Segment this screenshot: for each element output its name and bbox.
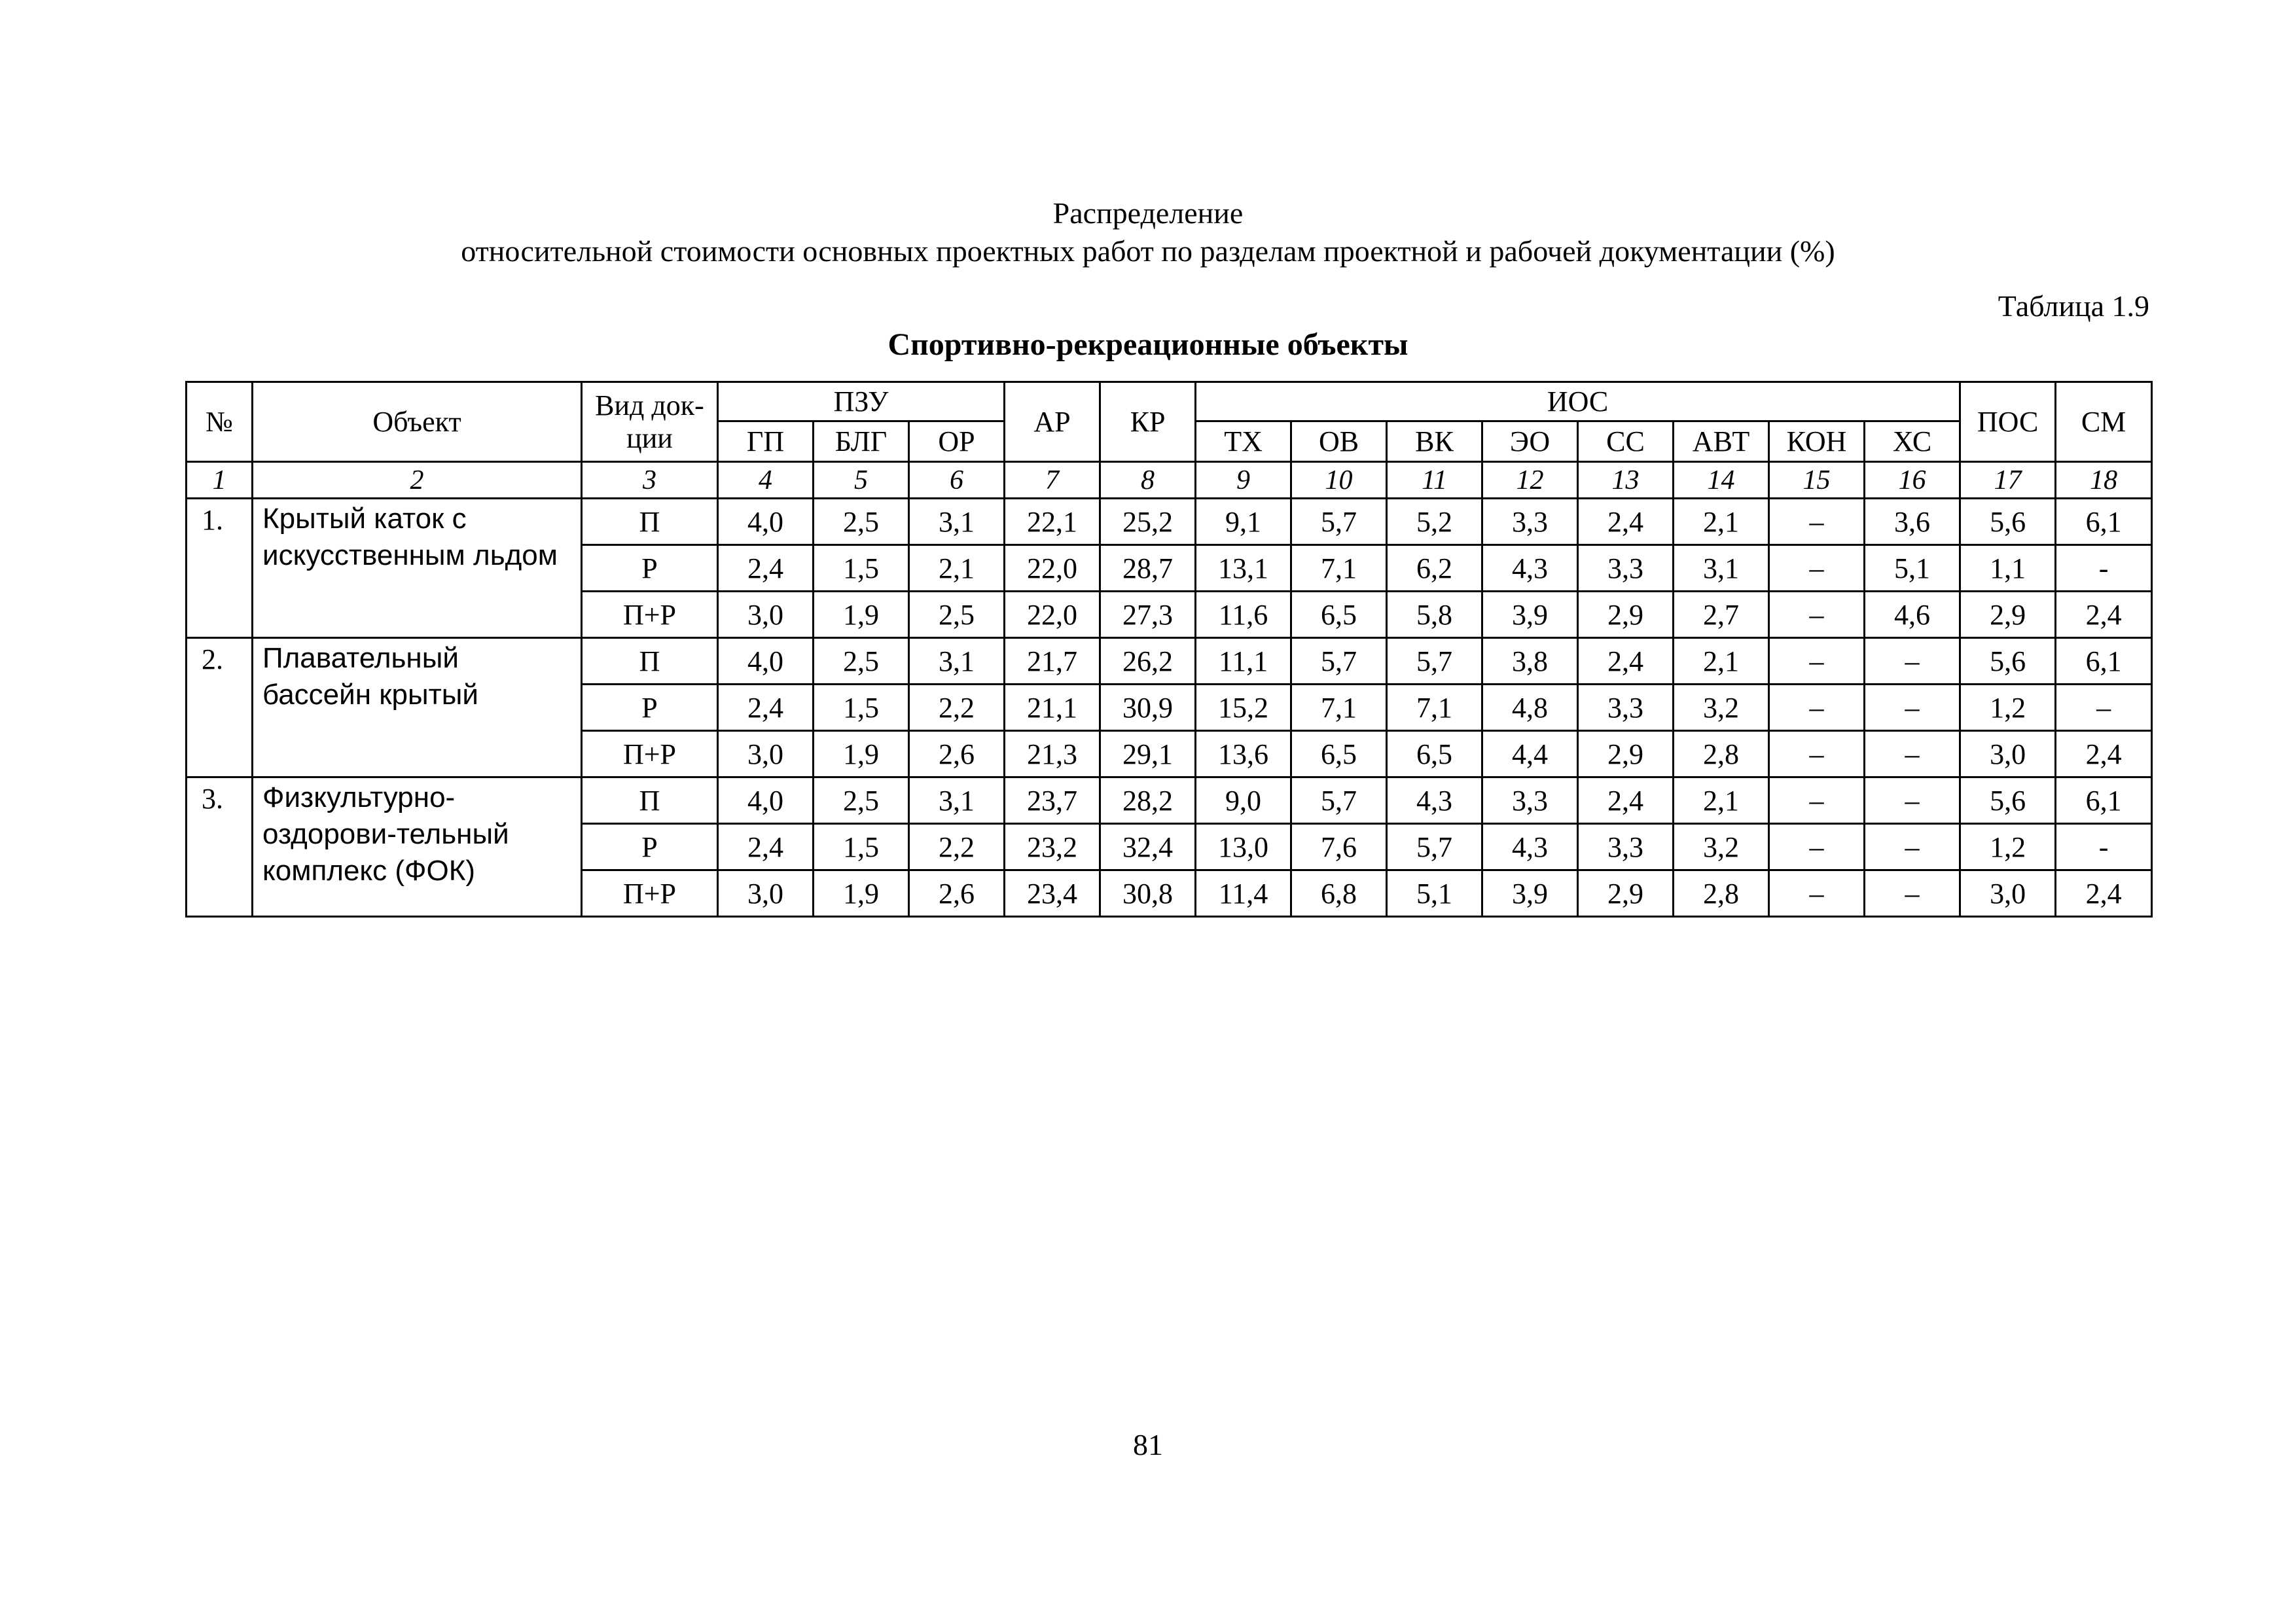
value-cell: 2,6: [909, 870, 1005, 917]
value-cell: 27,3: [1100, 592, 1196, 638]
value-cell: 4,6: [1865, 592, 1960, 638]
value-cell: 3,0: [1960, 731, 2056, 777]
column-number: 14: [1674, 462, 1769, 499]
value-cell: 3,2: [1674, 824, 1769, 870]
column-number: 13: [1578, 462, 1674, 499]
value-cell: 22,0: [1005, 545, 1100, 592]
header-ar: АР: [1005, 382, 1100, 462]
value-cell: 2,4: [1578, 499, 1674, 545]
value-cell: 6,1: [2056, 777, 2152, 824]
value-cell: 5,7: [1291, 638, 1387, 685]
column-number: 12: [1482, 462, 1578, 499]
value-cell: 5,7: [1387, 638, 1482, 685]
value-cell: 2,4: [2056, 731, 2152, 777]
value-cell: 2,5: [814, 777, 909, 824]
value-cell: 3,0: [718, 731, 814, 777]
value-cell: 5,1: [1387, 870, 1482, 917]
value-cell: –: [1769, 545, 1865, 592]
value-cell: 2,1: [1674, 638, 1769, 685]
header-xs: ХС: [1865, 421, 1960, 462]
value-cell: -: [2056, 824, 2152, 870]
value-cell: 6,8: [1291, 870, 1387, 917]
header-sm: СМ: [2056, 382, 2152, 462]
value-cell: 2,9: [1578, 731, 1674, 777]
value-cell: 23,7: [1005, 777, 1100, 824]
cost-distribution-table: [185, 381, 2153, 918]
value-cell: 13,1: [1196, 545, 1291, 592]
object-index: 3.: [187, 777, 253, 917]
value-cell: 3,9: [1482, 870, 1578, 917]
value-cell: 3,3: [1578, 685, 1674, 731]
value-cell: 21,1: [1005, 685, 1100, 731]
value-cell: 2,8: [1674, 870, 1769, 917]
value-cell: 2,2: [909, 824, 1005, 870]
object-index: 1.: [187, 499, 253, 638]
value-cell: 6,1: [2056, 638, 2152, 685]
header-ios: ИОС: [1196, 382, 1960, 421]
column-number: 2: [253, 462, 582, 499]
value-cell: –: [1865, 870, 1960, 917]
column-number: 9: [1196, 462, 1291, 499]
value-cell: 2,5: [814, 499, 909, 545]
value-cell: 4,3: [1482, 545, 1578, 592]
value-cell: 5,7: [1291, 499, 1387, 545]
value-cell: 6,5: [1387, 731, 1482, 777]
header-avt: АВТ: [1674, 421, 1769, 462]
header-row-top: [187, 382, 2152, 421]
header-blg: БЛГ: [814, 421, 909, 462]
value-cell: –: [1769, 731, 1865, 777]
header-kr: КР: [1100, 382, 1196, 462]
header-num: №: [187, 382, 253, 462]
value-cell: 9,1: [1196, 499, 1291, 545]
header-or: ОР: [909, 421, 1005, 462]
value-cell: 7,1: [1291, 545, 1387, 592]
value-cell: 5,7: [1291, 777, 1387, 824]
value-cell: 2,9: [1578, 592, 1674, 638]
header-eo: ЭО: [1482, 421, 1578, 462]
value-cell: 2,7: [1674, 592, 1769, 638]
column-number: 18: [2056, 462, 2152, 499]
value-cell: 4,0: [718, 499, 814, 545]
value-cell: 3,0: [1960, 870, 2056, 917]
value-cell: 3,9: [1482, 592, 1578, 638]
value-cell: 11,4: [1196, 870, 1291, 917]
value-cell: 2,4: [718, 685, 814, 731]
value-cell: 5,7: [1387, 824, 1482, 870]
page-number: 81: [1133, 1428, 1163, 1461]
document-subtitle: относительной стоимости основных проектных работ по разделам проектной и рабочей документации (%): [461, 234, 1835, 268]
table-body: [187, 499, 2152, 917]
header-tx: ТХ: [1196, 421, 1291, 462]
value-cell: 7,1: [1387, 685, 1482, 731]
object-name: Плавательный бассейн крытый: [253, 638, 582, 777]
value-cell: 25,2: [1100, 499, 1196, 545]
value-cell: 3,1: [909, 499, 1005, 545]
value-cell: 23,2: [1005, 824, 1100, 870]
category-title: Спортивно-рекреационные объекты: [888, 327, 1408, 362]
doc-type-cell: Р: [582, 545, 718, 592]
value-cell: 13,6: [1196, 731, 1291, 777]
value-cell: 4,3: [1482, 824, 1578, 870]
table-label: Таблица 1.9: [1998, 289, 2149, 323]
column-number: 3: [582, 462, 718, 499]
value-cell: 3,1: [1674, 545, 1769, 592]
doc-type-cell: П: [582, 777, 718, 824]
value-cell: 3,1: [909, 638, 1005, 685]
value-cell: –: [2056, 685, 2152, 731]
value-cell: 2,9: [1578, 870, 1674, 917]
value-cell: 2,5: [909, 592, 1005, 638]
value-cell: 7,1: [1291, 685, 1387, 731]
value-cell: –: [1865, 777, 1960, 824]
value-cell: –: [1865, 638, 1960, 685]
value-cell: 5,6: [1960, 499, 2056, 545]
doc-type-cell: П: [582, 499, 718, 545]
table-row: [187, 777, 2152, 824]
column-number: 7: [1005, 462, 1100, 499]
value-cell: 21,7: [1005, 638, 1100, 685]
header-gp: ГП: [718, 421, 814, 462]
value-cell: 1,2: [1960, 685, 2056, 731]
column-number: 10: [1291, 462, 1387, 499]
value-cell: 3,0: [718, 870, 814, 917]
value-cell: 7,6: [1291, 824, 1387, 870]
value-cell: –: [1865, 731, 1960, 777]
value-cell: 9,0: [1196, 777, 1291, 824]
value-cell: 29,1: [1100, 731, 1196, 777]
value-cell: 2,1: [1674, 499, 1769, 545]
value-cell: –: [1769, 499, 1865, 545]
value-cell: 2,4: [2056, 592, 2152, 638]
header-pzu: ПЗУ: [718, 382, 1005, 421]
value-cell: 28,7: [1100, 545, 1196, 592]
value-cell: –: [1769, 592, 1865, 638]
value-cell: 4,8: [1482, 685, 1578, 731]
value-cell: 5,6: [1960, 777, 2056, 824]
value-cell: 3,1: [909, 777, 1005, 824]
value-cell: -: [2056, 545, 2152, 592]
header-pos: ПОС: [1960, 382, 2056, 462]
value-cell: 6,5: [1291, 731, 1387, 777]
value-cell: 21,3: [1005, 731, 1100, 777]
value-cell: 3,0: [718, 592, 814, 638]
doc-type-cell: П: [582, 638, 718, 685]
column-number: 8: [1100, 462, 1196, 499]
value-cell: 3,2: [1674, 685, 1769, 731]
value-cell: 1,2: [1960, 824, 2056, 870]
value-cell: 5,6: [1960, 638, 2056, 685]
value-cell: 3,8: [1482, 638, 1578, 685]
column-number: 4: [718, 462, 814, 499]
value-cell: 5,8: [1387, 592, 1482, 638]
value-cell: –: [1865, 685, 1960, 731]
column-number: 6: [909, 462, 1005, 499]
doc-type-cell: Р: [582, 685, 718, 731]
value-cell: –: [1769, 777, 1865, 824]
value-cell: 6,5: [1291, 592, 1387, 638]
column-number: 5: [814, 462, 909, 499]
doc-type-cell: П+Р: [582, 870, 718, 917]
header-ov: ОВ: [1291, 421, 1387, 462]
value-cell: –: [1769, 824, 1865, 870]
object-name: Физкультурно-оздорови-тельный комплекс (ФОК): [253, 777, 582, 917]
value-cell: 13,0: [1196, 824, 1291, 870]
value-cell: 3,3: [1482, 499, 1578, 545]
value-cell: 15,2: [1196, 685, 1291, 731]
value-cell: 22,0: [1005, 592, 1100, 638]
value-cell: 6,2: [1387, 545, 1482, 592]
value-cell: 4,0: [718, 638, 814, 685]
value-cell: 6,1: [2056, 499, 2152, 545]
header-ss: СС: [1578, 421, 1674, 462]
object-name: Крытый каток с искусственным льдом: [253, 499, 582, 638]
value-cell: 5,2: [1387, 499, 1482, 545]
header-object: Объект: [253, 382, 582, 462]
value-cell: 2,4: [718, 824, 814, 870]
value-cell: 5,1: [1865, 545, 1960, 592]
value-cell: 1,5: [814, 685, 909, 731]
table-row: [187, 499, 2152, 545]
column-number: 11: [1387, 462, 1482, 499]
object-index: 2.: [187, 638, 253, 777]
value-cell: 1,9: [814, 592, 909, 638]
value-cell: 4,3: [1387, 777, 1482, 824]
value-cell: 1,1: [1960, 545, 2056, 592]
value-cell: 2,8: [1674, 731, 1769, 777]
value-cell: 11,6: [1196, 592, 1291, 638]
header-doc-type: Вид док-ции: [582, 382, 718, 462]
value-cell: 2,4: [2056, 870, 2152, 917]
column-numbers-row: [187, 462, 2152, 499]
value-cell: 3,3: [1482, 777, 1578, 824]
value-cell: 32,4: [1100, 824, 1196, 870]
value-cell: 1,5: [814, 545, 909, 592]
value-cell: 1,9: [814, 731, 909, 777]
column-number: 17: [1960, 462, 2056, 499]
value-cell: 2,9: [1960, 592, 2056, 638]
value-cell: 3,6: [1865, 499, 1960, 545]
column-number: 15: [1769, 462, 1865, 499]
value-cell: 30,9: [1100, 685, 1196, 731]
value-cell: –: [1769, 870, 1865, 917]
value-cell: –: [1865, 824, 1960, 870]
value-cell: 4,0: [718, 777, 814, 824]
doc-type-cell: П+Р: [582, 731, 718, 777]
value-cell: 2,2: [909, 685, 1005, 731]
value-cell: 2,5: [814, 638, 909, 685]
doc-type-cell: Р: [582, 824, 718, 870]
column-number: 1: [187, 462, 253, 499]
value-cell: 2,4: [1578, 777, 1674, 824]
value-cell: 2,1: [1674, 777, 1769, 824]
value-cell: –: [1769, 638, 1865, 685]
value-cell: 3,3: [1578, 824, 1674, 870]
value-cell: 2,4: [1578, 638, 1674, 685]
header-vk: ВК: [1387, 421, 1482, 462]
value-cell: 11,1: [1196, 638, 1291, 685]
column-number: 16: [1865, 462, 1960, 499]
value-cell: 1,5: [814, 824, 909, 870]
header-kon: КОН: [1769, 421, 1865, 462]
value-cell: 4,4: [1482, 731, 1578, 777]
value-cell: 30,8: [1100, 870, 1196, 917]
value-cell: 1,9: [814, 870, 909, 917]
doc-type-cell: П+Р: [582, 592, 718, 638]
value-cell: 26,2: [1100, 638, 1196, 685]
value-cell: 23,4: [1005, 870, 1100, 917]
table-row: [187, 638, 2152, 685]
value-cell: 2,4: [718, 545, 814, 592]
value-cell: 28,2: [1100, 777, 1196, 824]
value-cell: 2,1: [909, 545, 1005, 592]
value-cell: 3,3: [1578, 545, 1674, 592]
value-cell: 22,1: [1005, 499, 1100, 545]
value-cell: 2,6: [909, 731, 1005, 777]
document-title: Распределение: [1052, 196, 1244, 230]
value-cell: –: [1769, 685, 1865, 731]
